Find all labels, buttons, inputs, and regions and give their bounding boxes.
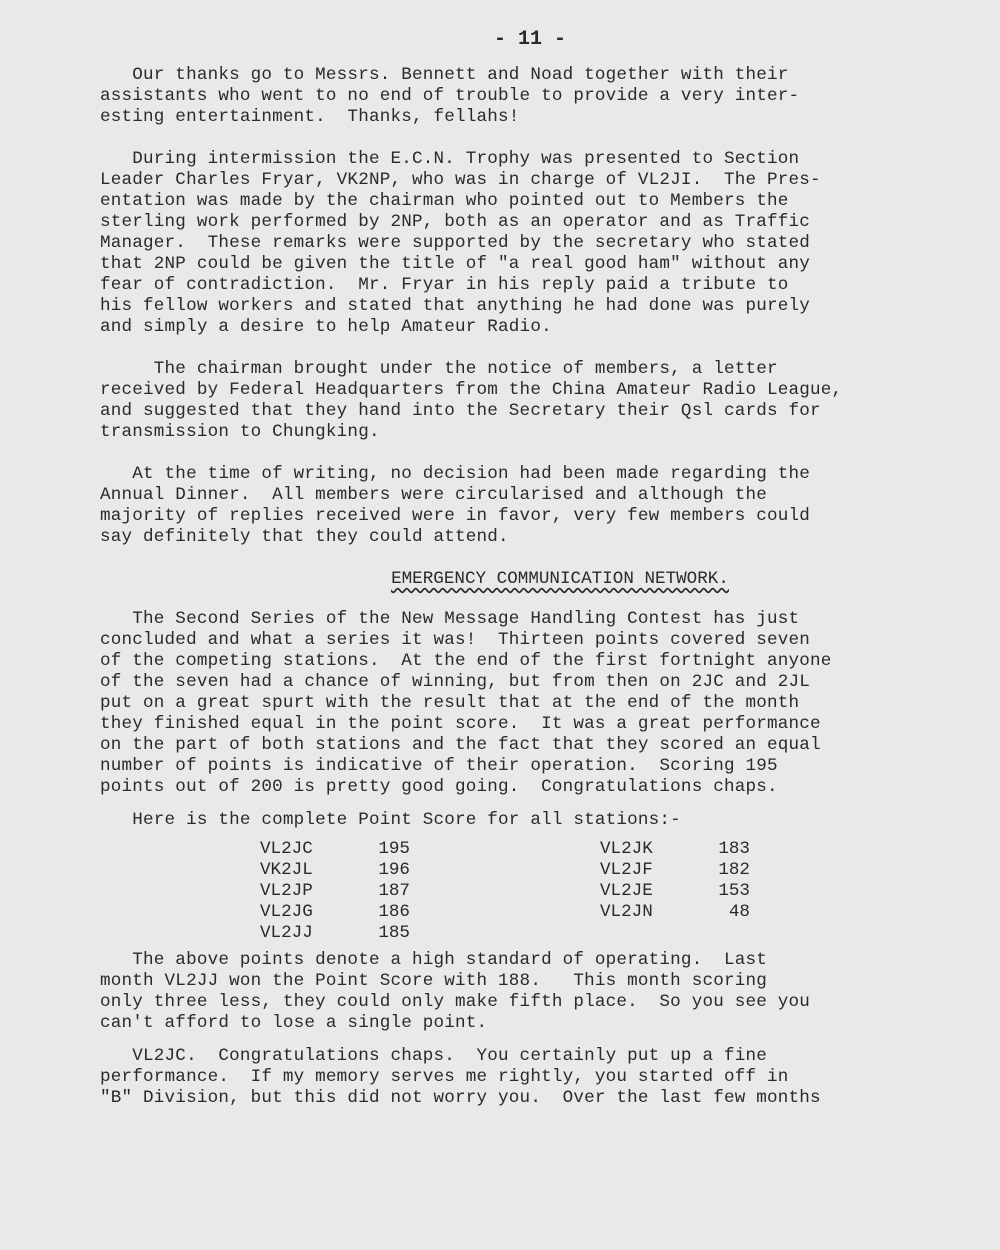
station-points: 153: [718, 881, 750, 901]
station-call: VL2JF: [600, 860, 653, 880]
score-row: [600, 860, 940, 881]
score-row: [600, 881, 940, 902]
station-points: 186: [378, 902, 410, 922]
score-intro: Here is the complete Point Score for all stations:-: [100, 810, 681, 830]
station-call: VL2JE: [600, 881, 653, 901]
section-heading-text: EMERGENCY COMMUNICATION NETWORK.: [391, 569, 729, 589]
station-points: 195: [378, 839, 410, 859]
score-row: [260, 902, 600, 923]
score-row: [600, 902, 940, 923]
station-points: 185: [378, 923, 410, 943]
paragraph-annual-dinner: At the time of writing, no decision had been made regarding the Annual Dinner. All members were circularised and although the majority of replies received were in favor, very few members could say definitely that they could attend.: [100, 464, 811, 547]
station-call: VL2JK: [600, 839, 653, 859]
page-number: - 11 -: [493, 28, 566, 51]
station-call: VL2JN: [600, 902, 653, 922]
station-points: 187: [378, 881, 410, 901]
score-row: [260, 839, 600, 860]
score-row: [260, 881, 600, 902]
station-points: 182: [718, 860, 750, 880]
paragraph-contest: The Second Series of the New Message Handling Contest has just concluded and what a series it was! Thirteen points covered seven of the competing stations. At the end of the first fortnight anyone of the seven had a chance of winning, but from then on 2JC and 2JL put on a great spurt with the result that at the end of the month they finished equal in the point score. It was a great performance on the part of both stations and the fact that they scored an equal number of points is indicative of their operation. Scoring 195 points out of 200 is pretty good going. Congratulations chaps.: [100, 609, 832, 797]
paragraph-china-league: The chairman brought under the notice of members, a letter received by Federal Headquarters from the China Amateur Radio League, and suggested that they hand into the Secretary their Qsl cards for transmission to Chungking.: [100, 359, 843, 442]
station-call: VL2JG: [260, 902, 313, 922]
paragraph-vl2jc: VL2JC. Congratulations chaps. You certainly put up a fine performance. If my memory serves me rightly, you started off in "B" Division, but this did not worry you. Over the last few months: [100, 1046, 821, 1108]
paragraph-thanks: Our thanks go to Messrs. Bennett and Noad together with their assistants who went to no end of trouble to provide a very inter- esting entertainment. Thanks, fellahs!: [100, 65, 800, 127]
score-row: [600, 839, 940, 860]
station-call: VL2JC: [260, 839, 313, 859]
station-points: 196: [378, 860, 410, 880]
score-column-right: [600, 839, 940, 944]
score-row: [260, 923, 600, 944]
paragraph-trophy: During intermission the E.C.N. Trophy was presented to Section Leader Charles Fryar, VK2NP, who was in charge of VL2JI. The Pres- entation was made by the chairman who pointed out to Members the sterling work performed by 2NP, both as an operator and as Traffic Manager. These remarks were supported by the secretary who stated that 2NP could be given the title of "a real good ham" without any fear of contradiction. Mr. Fryar in his reply paid a tribute to his fellow workers and stated that anything he had done was purely and simply a desire to help Amateur Radio.: [100, 149, 821, 337]
station-call: VL2JJ: [260, 923, 313, 943]
score-column-left: [260, 839, 600, 944]
section-heading: [100, 569, 940, 589]
station-points: 48: [728, 902, 750, 922]
score-row: [260, 860, 600, 881]
station-points: 183: [718, 839, 750, 859]
point-score-table: [260, 839, 940, 944]
paragraph-standard: The above points denote a high standard of operating. Last month VL2JJ won the Point Score with 188. This month scoring only three less, they could only make fifth place. So you see you can't afford to lose a single point.: [100, 950, 811, 1033]
station-call: VK2JL: [260, 860, 313, 880]
station-call: VL2JP: [260, 881, 313, 901]
